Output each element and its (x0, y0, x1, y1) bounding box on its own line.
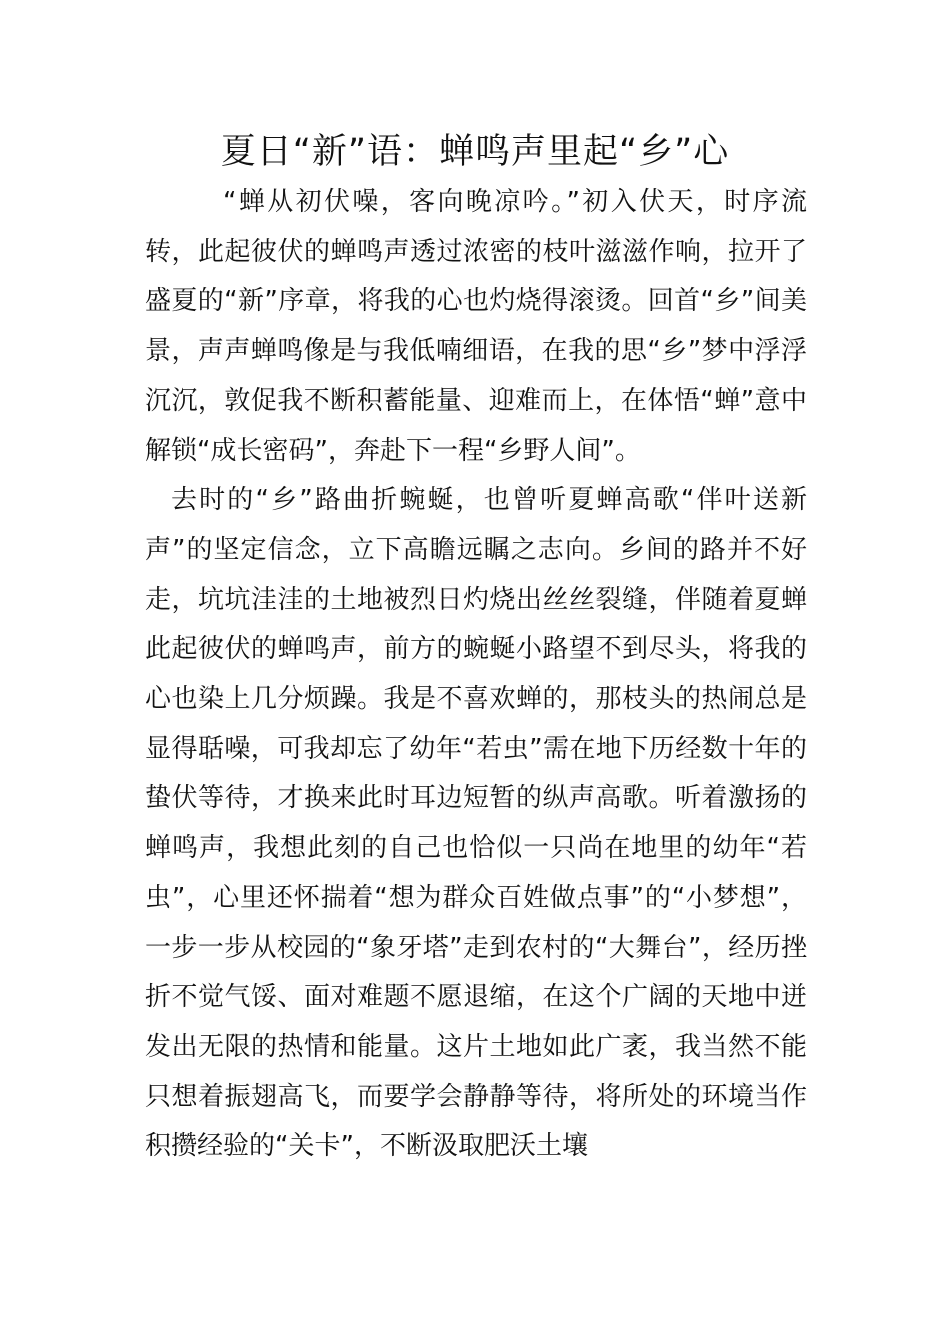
document-body (145, 178, 807, 1172)
document-title: 夏日“新”语：蝉鸣声里起“乡”心 (220, 132, 730, 172)
paragraph-2: 去时的“乡”路曲折蜿蜒，也曾听夏蝉高歌“伴叶送新声”的坚定信念，立下高瞻远瞩之志向。乡间的路并不好走，坑坑洼洼的土地被烈日灼烧出丝丝裂缝，伴随着夏蝉此起彼伏的蝉鸣声，前方的蜿蜒小路望不到尽头，将我的心也染上几分烦躁。我是不喜欢蝉的，那枝头的热闹总是显得聒噪，可我却忘了幼年“若虫”需在地下历经数十年的蛰伏等待，才换来此时耳边短暂的纵声高歌。听着激扬的蝉鸣声，我想此刻的自己也恰似一只尚在地里的幼年“若虫”，心里还怀揣着“想为群众百姓做点事”的“小梦想”，一步一步从校园的“象牙塔”走到农村的“大舞台”，经历挫折不觉气馁、面对难题不愿退缩，在这个广阔的天地中迸发出无限的热情和能量。这片土地如此广袤，我当然不能只想着振翅高飞，而要学会静静等待，将所处的环境当作积攒经验的“关卡”，不断汲取肥沃土壤 (145, 485, 807, 1162)
paragraph-1: “蝉从初伏噪，客向晚凉吟。”初入伏天，时序流转，此起彼伏的蝉鸣声透过浓密的枝叶滋滋作响，拉开了盛夏的“新”序章，将我的心也灼烧得滚烫。回首“乡”间美景，声声蝉鸣像是与我低喃细语，在我的思“乡”梦中浮浮沉沉，敦促我不断积蓄能量、迎难而上，在体悟“蝉”意中解锁“成长密码”，奔赴下一程“乡野人间”。 (145, 187, 807, 466)
